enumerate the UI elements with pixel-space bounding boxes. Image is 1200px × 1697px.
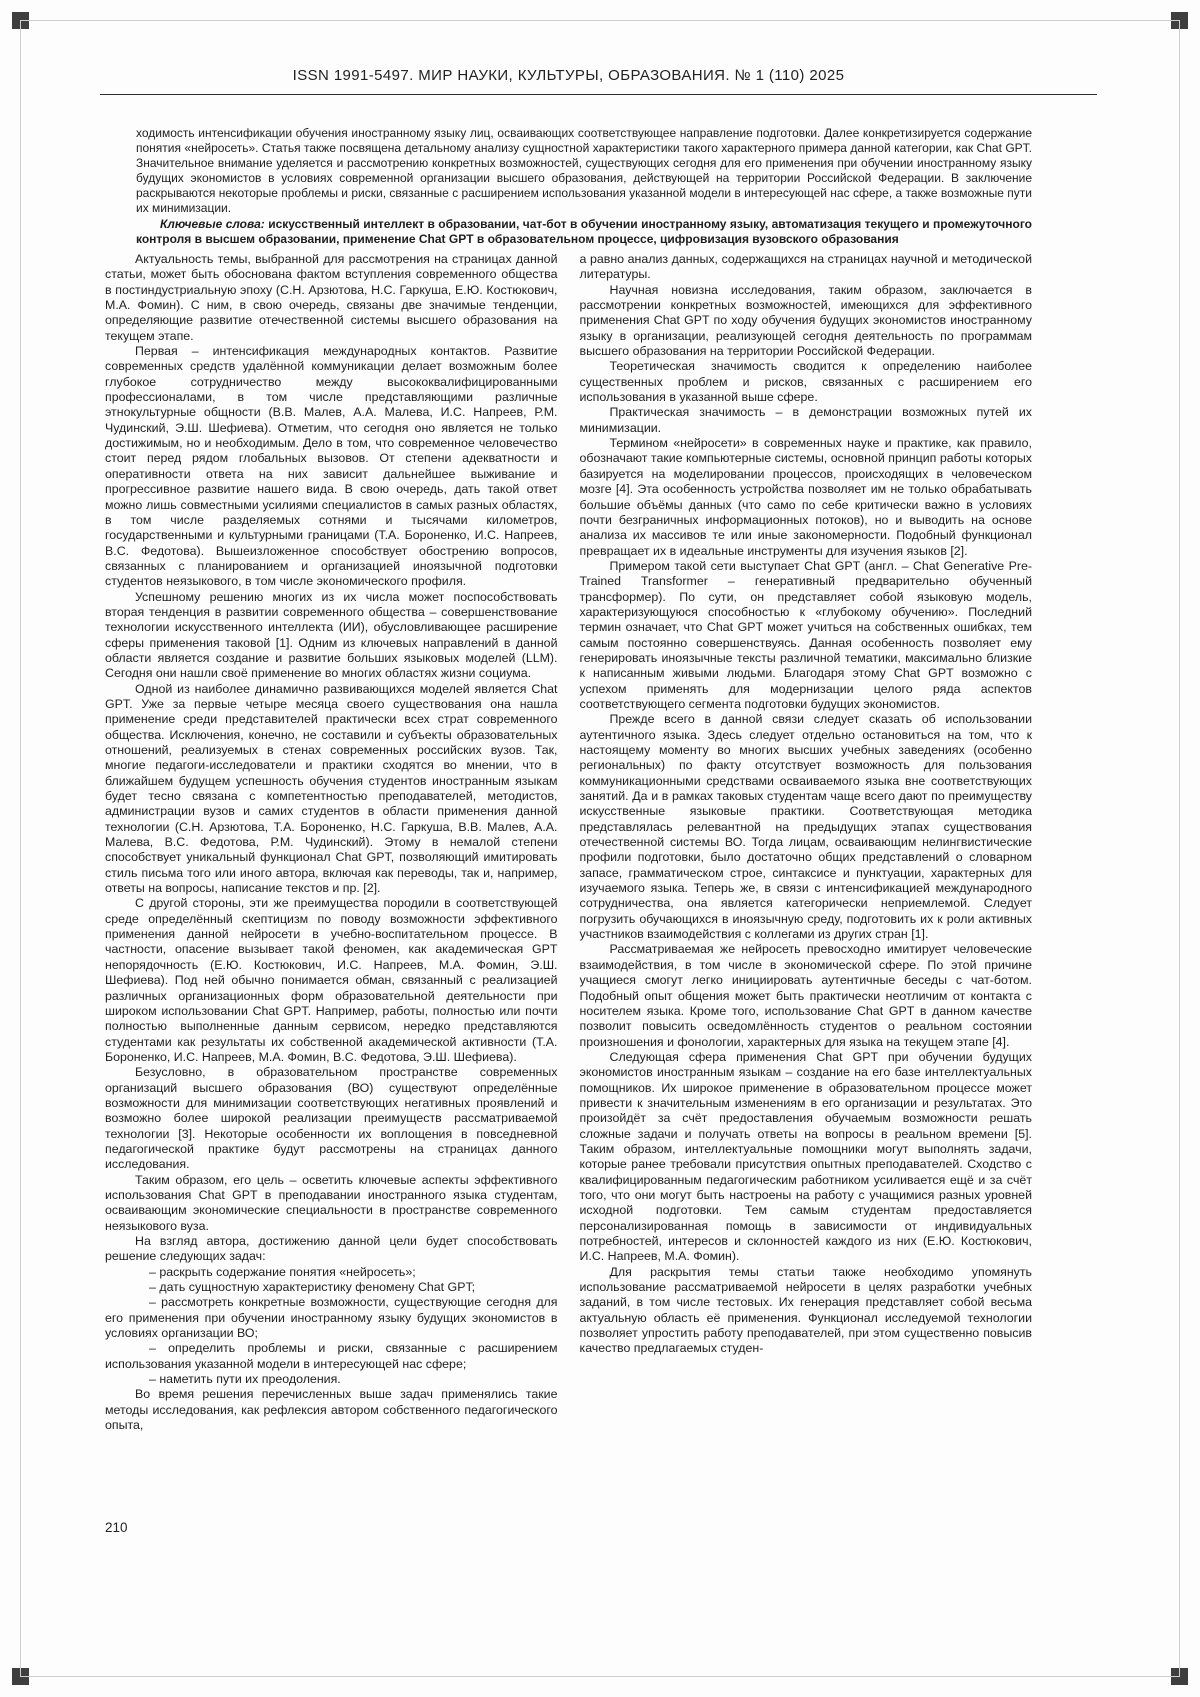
paragraph: С другой стороны, эти же преимущества породили в соответствующей среде определённый скептицизм по поводу возможности эффективного применения данной нейросети в учебно-воспитательном процессе. В частности, опасение вызывает такой феномен, как академическая GPT непорядочность (Е.Ю. Костюкович, И.С. Напреев, М.А. Фомин, Э.Ш. Шефиева). Под ней обычно понимается обман, связанный с реализацией различных организационных форм образовательной деятельности при широком использовании Chat GPT. Например, работы, полностью или почти полностью выполненные данным сервисом, нередко представляются студентами как результаты их собственной академической активности (Т.А. Бороненко, И.С. Напреев, М.А. Фомин, В.С. Федотова, Э.Ш. Шефиева). — [105, 896, 558, 1064]
paragraph: Первая – интенсификация международных контактов. Развитие современных средств удалённой коммуникации делает возможным более глубокое сотрудничество между высококвалифицированными профессионалами, в том числе представляющими различные этнокультурные общности (В.В. Малев, А.А. Малева, И.С. Напреев, Р.М. Чудинский, Э.Ш. Шефиева). Отметим, что сегодня оно является не только достижимым, но и необходимым. Дело в том, что современное человечество стоит перед рядом глобальных вызовов. От степени адекватности и оперативности ответа на них зависит дальнейшее выживание и прогрессивное развитие нашего вида. В свою очередь, дать такой ответ можно лишь совместными усилиями специалистов в самых разных областях, в том числе разделяемых сотнями и тысячами километров, государственными и культурными границами (Т.А. Бороненко, И.С. Напреев, В.С. Федотова). Вышеизложенное способствует обострению вопросов, связанных с планированием и организацией иноязычной подготовки студентов неязыкового, в том числе экономического профиля. — [105, 344, 558, 589]
paragraph: Актуальность темы, выбранной для рассмотрения на страницах данной статьи, может быть обоснована фактом вступления современного общества в постиндустриальную эпоху (С.Н. Арзютова, Н.С. Гаркуша, Е.Ю. Костюкович, М.А. Фомин). С ним, в свою очередь, связаны две значимые тенденции, определяющие развитие отечественной системы высшего образования на текущем этапе. — [105, 252, 558, 343]
corner-mark-bottom-left — [12, 1668, 29, 1685]
paragraph: – раскрыть содержание понятия «нейросеть»; — [149, 1264, 416, 1279]
paragraph: Прежде всего в данной связи следует сказать об использовании аутентичного языка. Здесь следует отдельно остановиться на том, что к настоящему моменту во многих высших учебных заведениях (особенно региональных) по факту отсутствует возможность для пользования коммуникационными средствами осваиваемого языка вне соответствующих занятий. Да и в рамках таковых студентам чаще всего дают по преимуществу искусственные языковые практики. Соответствующая методика представлялась релевантной на предыдущих этапах существования отечественной системы ВО. Тогда лицам, осваивающим нелингвистические профили подготовки, было достаточно общих представлений о словарном запасе, грамматическом строе, синтаксисе и пунктуации, характерных для изучаемого языка. Теперь же, в связи с интенсификацией международного сотрудничества, она является категорически неприемлемой. Следует погрузить обучающихся в иноязычную среду, подготовить их к роли активных участников взаимодействия с коллегами из других стран [1]. — [579, 712, 1032, 942]
body-columns — [105, 252, 1032, 1508]
paragraph: Термином «нейросети» в современных науке и практике, как правило, обозначают такие компьютерные системы, основной принцип работы которых базируется на моделировании процессов, происходящих в человеческом мозге [4]. Эта особенность устройства позволяет им не только обрабатывать большие объёмы данных (что само по себе критически важно в условиях почти безграничных информационных потоков), но и выводить на основе анализа их массивов те или иные закономерности. Подобный функционал превращает их в идеальные инструменты для изучения языков [2]. — [579, 436, 1032, 558]
paragraph: Безусловно, в образовательном пространстве современных организаций высшего образования (ВО) существуют определённые возможности для минимизации соответствующих негативных проявлений и возможно более широкой реализации преимуществ рассматриваемой технологии [3]. Некоторые особенности их воплощения в повседневной педагогической практике будут рассмотрены на страницах данного исследования. — [105, 1065, 558, 1172]
paragraph: На взгляд автора, достижению данной цели будет способствовать решение следующих задач: — [105, 1234, 558, 1264]
paragraph: Успешному решению многих из их числа может поспособствовать вторая тенденция в развитии современного общества – совершенствование технологии искусственного интеллекта (ИИ), обусловливающее расширение сферы применения таковой [1]. Одним из ключевых направлений в данной области является создание и развитие больших языковых моделей (LLM). Сегодня они нашли своё применение во многих областях жизни социума. — [105, 589, 558, 681]
left-column — [105, 252, 558, 1508]
corner-mark-top-left — [12, 12, 29, 29]
right-column — [580, 252, 1033, 1508]
corner-mark-bottom-right — [1171, 1668, 1188, 1685]
paragraph: Для раскрытия темы статьи также необходимо упомянуть использование рассматриваемой нейросети в целях разработки учебных заданий, в том числе тестовых. Их генерация представляет собой весьма актуальную область её применения. Функционал исследуемой технологии позволяет упростить работу преподавателей, при этом существенно повысив качество предлагаемых студен- — [579, 1264, 1032, 1356]
paragraph: Научная новизна исследования, таким образом, заключается в рассмотрении конкретных возможностей, имеющихся для эффективного применения Chat GPT по ходу обучения будущих экономистов иностранному языку в организации, реализующей сегодня деятельность по программам высшего образования на территории Российской Федерации. — [579, 282, 1032, 359]
header-rule — [100, 94, 1097, 95]
paragraph: – наметить пути их преодоления. — [149, 1372, 341, 1387]
paragraph: а равно анализ данных, содержащихся на страницах научной и методической литературы. — [579, 252, 1032, 282]
abstract-text: ходимость интенсификации обучения иностранному языку лиц, осваивающих соответствующее направление подготовки. Далее конкретизируется содержание понятия «нейросеть». Статья также посвящена детальному анализу сущностной характеристики такого характерного примера данной категории, как Chat GPT. Значительное внимание уделяется и рассмотрению конкретных возможностей, существующих сегодня для его применения при обучении иностранному языку будущих экономистов в условиях современной организации высшего образования, действующей на территории Российской Федерации. В заключение раскрываются некоторые проблемы и риски, связанные с расширением использования указанной модели в интересующей нас сфере, а также возможные пути их минимизации. — [136, 126, 1032, 216]
keywords — [136, 217, 1032, 247]
paragraph: Теоретическая значимость сводится к определению наиболее существенных проблем и рисков, связанных с расширением его использования в указанной выше сфере. — [579, 359, 1032, 405]
paragraph: Следующая сфера применения Chat GPT при обучении будущих экономистов иностранным языкам – создание на его базе интеллектуальных помощников. Их широкое применение в образовательном процессе может привести к значительным изменениям в его организации и результатах. Это произойдёт за счёт предоставления обучаемым возможности решать сложные задачи и получать ответы на вопросы в реальном времени [5]. Таким образом, интеллектуальные помощники могут выполнять задачи, которые ранее требовали присутствия опытных преподавателей. Сходство с квалифицированным педагогическим работником усиливается ещё и за счёт того, что они могут быть настроены на работу с учащимися разных уровней исходной подготовки. Тем самым студентам предоставляется персонализированная помощь в зависимости от индивидуальных потребностей, интересов и склонностей каждого из них (Е.Ю. Костюкович, И.С. Напреев, М.А. Фомин). — [579, 1049, 1032, 1264]
corner-mark-top-right — [1171, 12, 1188, 29]
journal-header: ISSN 1991-5497. МИР НАУКИ, КУЛЬТУРЫ, ОБРАЗОВАНИЯ. № 1 (110) 2025 — [292, 67, 845, 84]
keywords-text: искусственный интеллект в образовании, чат-бот в обучении иностранному языку, автоматизация текущего и промежуточного контроля в высшем образовании, применение Chat GPT в образовательном процессе, цифровизация вузовского образования — [136, 216, 1032, 246]
keywords-label: Ключевые слова: — [160, 216, 265, 231]
paragraph: – рассмотреть конкретные возможности, существующие сегодня для его применения при обучении иностранному языку будущих экономистов в условиях организации ВО; — [105, 1295, 558, 1341]
paragraph: Во время решения перечисленных выше задач применялись такие методы исследования, как рефлексия автором собственного педагогического опыта, — [105, 1387, 558, 1433]
paragraph: – определить проблемы и риски, связанные с расширением использования указанной модели в интересующей нас сфере; — [105, 1341, 558, 1371]
page-number: 210 — [105, 1520, 128, 1535]
paragraph: Одной из наиболее динамично развивающихся моделей является Chat GPT. Уже за первые четыре месяца своего существования она нашла применение среди представителей практически всех страт современного общества. Исключения, конечно, не составили и субъекты образовательных отношений, реализуемых в стенах современных российских вузов. Так, многие педагоги-исследователи и практики сходятся во мнении, что в ближайшем будущем успешность обучения студентов иностранным языкам будет тесно связана с компетентностью преподавателей, методистов, администрации вузов и самих студентов в области применения данной технологии (С.Н. Арзютова, Т.А. Бороненко, Н.С. Гаркуша, В.В. Малев, А.А. Малева, В.С. Федотова, Р.М. Чудинский). Этому в немалой степени способствует уникальный функционал Chat GPT, позволяющий имитировать стиль письма того или иного автора, включая как переводы, так и, например, ответы на вопросы, написание текстов и пр. [2]. — [105, 681, 558, 896]
paragraph: Рассматриваемая же нейросеть превосходно имитирует человеческие взаимодействия, в том числе в экономической сфере. По этой причине учащиеся смогут легко инициировать аутентичные беседы с чат-ботом. Подобный опыт общения может быть практически неотличим от контакта с носителем языка. Кроме того, использование Chat GPT в данном качестве позволит повысить осведомлённость студентов о реальном состоянии произношения и фонологии, характерных для языка на текущем этапе [4]. — [579, 942, 1032, 1049]
paragraph: Примером такой сети выступает Chat GPT (англ. – Chat Generative Pre-Trained Transformer – генеративный предварительно обученный трансформер). По сути, он представляет собой языковую модель, характеризующуюся способностью к «глубокому обучению». Последний термин означает, что Chat GPT может учиться на собственных ошибках, тем самым постоянно совершенствуясь. Данная особенность позволяет ему генерировать иноязычные тексты различной тематики, максимально близкие к написанным живыми людьми. Благодаря этому Chat GPT возможно с успехом применять для модернизации целого ряда аспектов соответствующего сегмента подготовки будущих экономистов. — [579, 558, 1032, 711]
paragraph: Таким образом, его цель – осветить ключевые аспекты эффективного использования Chat GPT в преподавании иностранного языка студентам, осваивающим экономические специальности в пространстве современного неязыкового вуза. — [105, 1172, 558, 1233]
paragraph: Практическая значимость – в демонстрации возможных путей их минимизации. — [579, 405, 1032, 435]
paragraph: – дать сущностную характеристику феномену Chat GPT; — [149, 1280, 476, 1295]
abstract-section — [136, 126, 1032, 247]
